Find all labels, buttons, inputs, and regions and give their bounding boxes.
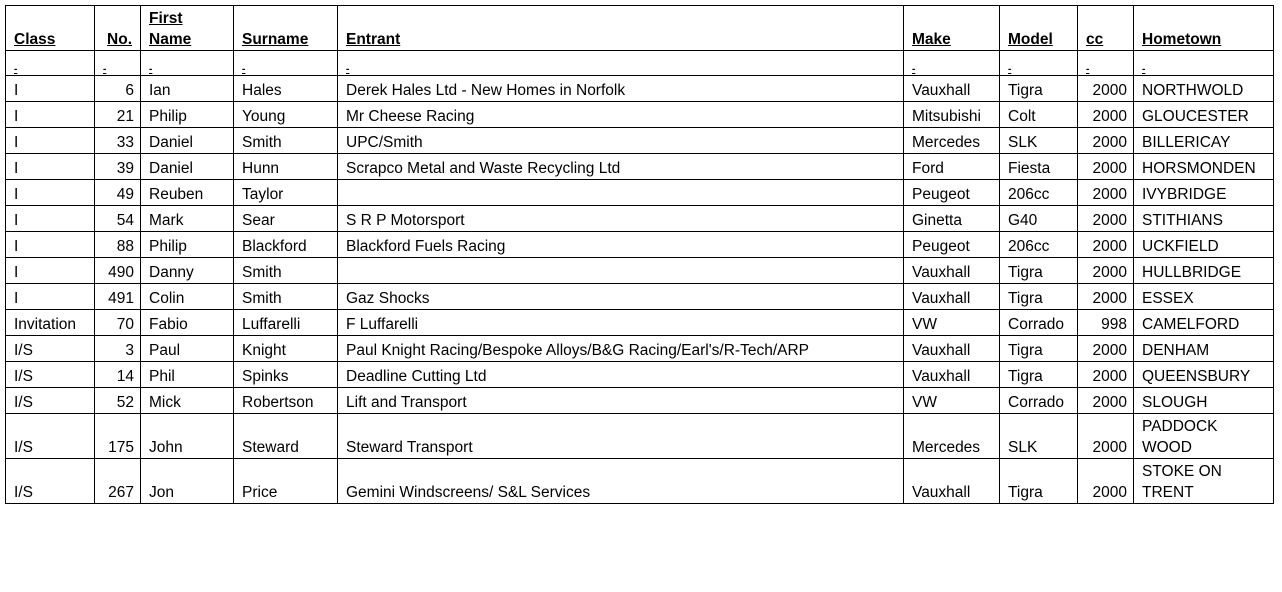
cell-model: Colt (1000, 102, 1078, 128)
table-row (6, 180, 1274, 206)
cell-no: 33 (95, 128, 141, 154)
cell-surname: Smith (234, 128, 338, 154)
cell-cc: 2000 (1078, 258, 1134, 284)
cell-surname: Knight (234, 336, 338, 362)
cell-make: VW (904, 310, 1000, 336)
cell-model: Tigra (1000, 76, 1078, 102)
cell-class: Invitation (6, 310, 95, 336)
cell-hometown: BILLERICAY (1134, 128, 1274, 154)
cell-class: I/S (6, 336, 95, 362)
cell-surname: Luffarelli (234, 310, 338, 336)
table-row (6, 388, 1274, 414)
cell-entrant: Blackford Fuels Racing (338, 232, 904, 258)
dash-cell: - (338, 51, 904, 76)
cell-surname: Spinks (234, 362, 338, 388)
cell-first-name: Daniel (141, 128, 234, 154)
cell-hometown: STITHIANS (1134, 206, 1274, 232)
dash-cell: - (1078, 51, 1134, 76)
cell-entrant: Paul Knight Racing/Bespoke Alloys/B&G Racing/Earl's/R-Tech/ARP (338, 336, 904, 362)
cell-first-name: Reuben (141, 180, 234, 206)
table-row (6, 459, 1274, 504)
dash-cell: - (234, 51, 338, 76)
cell-no: 39 (95, 154, 141, 180)
cell-cc: 2000 (1078, 206, 1134, 232)
cell-first-name: Jon (141, 459, 234, 504)
cell-class: I/S (6, 414, 95, 459)
table-row (6, 76, 1274, 102)
cell-make: Vauxhall (904, 336, 1000, 362)
cell-cc: 2000 (1078, 414, 1134, 459)
cell-no: 70 (95, 310, 141, 336)
cell-surname: Young (234, 102, 338, 128)
cell-model: Corrado (1000, 310, 1078, 336)
cell-make: VW (904, 388, 1000, 414)
cell-model: Tigra (1000, 258, 1078, 284)
cell-entrant: Scrapco Metal and Waste Recycling Ltd (338, 154, 904, 180)
cell-entrant (338, 258, 904, 284)
cell-entrant: F Luffarelli (338, 310, 904, 336)
cell-first-name: Daniel (141, 154, 234, 180)
column-header-first-name (141, 6, 234, 51)
cell-hometown: STOKE ON TRENT (1134, 459, 1274, 504)
cell-model: Corrado (1000, 388, 1078, 414)
cell-class: I (6, 180, 95, 206)
cell-model: Tigra (1000, 362, 1078, 388)
table-row (6, 310, 1274, 336)
cell-first-name: John (141, 414, 234, 459)
cell-entrant: Mr Cheese Racing (338, 102, 904, 128)
cell-hometown: HULLBRIDGE (1134, 258, 1274, 284)
cell-make: Ford (904, 154, 1000, 180)
cell-surname: Smith (234, 284, 338, 310)
cell-make: Mercedes (904, 128, 1000, 154)
table-row (6, 336, 1274, 362)
table-row (6, 362, 1274, 388)
cell-class: I/S (6, 362, 95, 388)
dash-cell: - (1134, 51, 1274, 76)
cell-surname: Steward (234, 414, 338, 459)
cell-model: 206cc (1000, 180, 1078, 206)
table-row (6, 128, 1274, 154)
cell-make: Vauxhall (904, 362, 1000, 388)
column-header-entrant: Entrant (338, 6, 904, 51)
cell-no: 88 (95, 232, 141, 258)
cell-hometown: SLOUGH (1134, 388, 1274, 414)
cell-entrant: Deadline Cutting Ltd (338, 362, 904, 388)
cell-entrant: UPC/Smith (338, 128, 904, 154)
cell-first-name: Fabio (141, 310, 234, 336)
cell-hometown: NORTHWOLD (1134, 76, 1274, 102)
column-header-model: Model (1000, 6, 1078, 51)
table-row (6, 232, 1274, 258)
cell-make: Peugeot (904, 232, 1000, 258)
cell-no: 14 (95, 362, 141, 388)
cell-model: Tigra (1000, 336, 1078, 362)
cell-first-name: Colin (141, 284, 234, 310)
cell-entrant: Gemini Windscreens/ S&L Services (338, 459, 904, 504)
cell-model: Tigra (1000, 459, 1078, 504)
cell-no: 490 (95, 258, 141, 284)
cell-class: I (6, 76, 95, 102)
cell-surname: Hales (234, 76, 338, 102)
cell-entrant: Gaz Shocks (338, 284, 904, 310)
cell-entrant (338, 180, 904, 206)
cell-first-name: Ian (141, 76, 234, 102)
cell-surname: Smith (234, 258, 338, 284)
cell-first-name: Mark (141, 206, 234, 232)
cell-make: Vauxhall (904, 459, 1000, 504)
column-header-make: Make (904, 6, 1000, 51)
cell-surname: Blackford (234, 232, 338, 258)
table-row (6, 154, 1274, 180)
cell-hometown: IVYBRIDGE (1134, 180, 1274, 206)
entry-list-table (5, 5, 1274, 504)
cell-hometown: QUEENSBURY (1134, 362, 1274, 388)
dash-cell: - (141, 51, 234, 76)
cell-no: 491 (95, 284, 141, 310)
cell-model: G40 (1000, 206, 1078, 232)
dash-cell: - (1000, 51, 1078, 76)
cell-cc: 2000 (1078, 388, 1134, 414)
cell-cc: 2000 (1078, 232, 1134, 258)
cell-model: Fiesta (1000, 154, 1078, 180)
cell-first-name: Philip (141, 102, 234, 128)
cell-surname: Hunn (234, 154, 338, 180)
cell-cc: 2000 (1078, 180, 1134, 206)
cell-no: 52 (95, 388, 141, 414)
cell-entrant: Steward Transport (338, 414, 904, 459)
cell-no: 21 (95, 102, 141, 128)
cell-cc: 2000 (1078, 76, 1134, 102)
cell-hometown: DENHAM (1134, 336, 1274, 362)
cell-class: I/S (6, 388, 95, 414)
dash-cell: - (904, 51, 1000, 76)
table-row (6, 258, 1274, 284)
cell-make: Vauxhall (904, 284, 1000, 310)
cell-hometown: GLOUCESTER (1134, 102, 1274, 128)
cell-no: 49 (95, 180, 141, 206)
cell-class: I (6, 284, 95, 310)
column-header-cc: cc (1078, 6, 1134, 51)
cell-cc: 2000 (1078, 362, 1134, 388)
cell-cc: 2000 (1078, 154, 1134, 180)
cell-model: Tigra (1000, 284, 1078, 310)
cell-surname: Price (234, 459, 338, 504)
cell-make: Ginetta (904, 206, 1000, 232)
table-row (6, 206, 1274, 232)
cell-hometown: ESSEX (1134, 284, 1274, 310)
cell-cc: 2000 (1078, 102, 1134, 128)
cell-cc: 998 (1078, 310, 1134, 336)
cell-entrant: Lift and Transport (338, 388, 904, 414)
cell-no: 175 (95, 414, 141, 459)
cell-hometown: PADDOCK WOOD (1134, 414, 1274, 459)
cell-class: I (6, 232, 95, 258)
column-header-surname: Surname (234, 6, 338, 51)
cell-first-name: Mick (141, 388, 234, 414)
cell-no: 267 (95, 459, 141, 504)
cell-class: I (6, 102, 95, 128)
header-row (6, 6, 1274, 51)
column-header-first-name-line1: First (149, 10, 183, 27)
cell-surname: Sear (234, 206, 338, 232)
cell-make: Mercedes (904, 414, 1000, 459)
cell-class: I/S (6, 459, 95, 504)
cell-first-name: Danny (141, 258, 234, 284)
cell-cc: 2000 (1078, 128, 1134, 154)
cell-class: I (6, 258, 95, 284)
cell-entrant: Derek Hales Ltd - New Homes in Norfolk (338, 76, 904, 102)
cell-cc: 2000 (1078, 336, 1134, 362)
cell-first-name: Paul (141, 336, 234, 362)
dash-cell: - (6, 51, 95, 76)
cell-no: 54 (95, 206, 141, 232)
cell-hometown: UCKFIELD (1134, 232, 1274, 258)
cell-no: 6 (95, 76, 141, 102)
dash-cell: - (95, 51, 141, 76)
cell-model: SLK (1000, 128, 1078, 154)
cell-surname: Robertson (234, 388, 338, 414)
cell-class: I (6, 154, 95, 180)
cell-make: Mitsubishi (904, 102, 1000, 128)
table-row (6, 284, 1274, 310)
column-header-no: No. (95, 6, 141, 51)
column-header-first-name-line2: Name (149, 31, 192, 48)
cell-hometown: HORSMONDEN (1134, 154, 1274, 180)
cell-model: SLK (1000, 414, 1078, 459)
cell-cc: 2000 (1078, 284, 1134, 310)
cell-hometown: CAMELFORD (1134, 310, 1274, 336)
cell-model: 206cc (1000, 232, 1078, 258)
table-row (6, 414, 1274, 459)
table-row (6, 102, 1274, 128)
cell-make: Vauxhall (904, 76, 1000, 102)
cell-first-name: Philip (141, 232, 234, 258)
column-header-class: Class (6, 6, 95, 51)
cell-first-name: Phil (141, 362, 234, 388)
cell-entrant: S R P Motorsport (338, 206, 904, 232)
cell-surname: Taylor (234, 180, 338, 206)
cell-make: Vauxhall (904, 258, 1000, 284)
cell-make: Peugeot (904, 180, 1000, 206)
dash-row (6, 51, 1274, 76)
cell-no: 3 (95, 336, 141, 362)
cell-class: I (6, 206, 95, 232)
cell-cc: 2000 (1078, 459, 1134, 504)
column-header-hometown: Hometown (1134, 6, 1274, 51)
cell-class: I (6, 128, 95, 154)
